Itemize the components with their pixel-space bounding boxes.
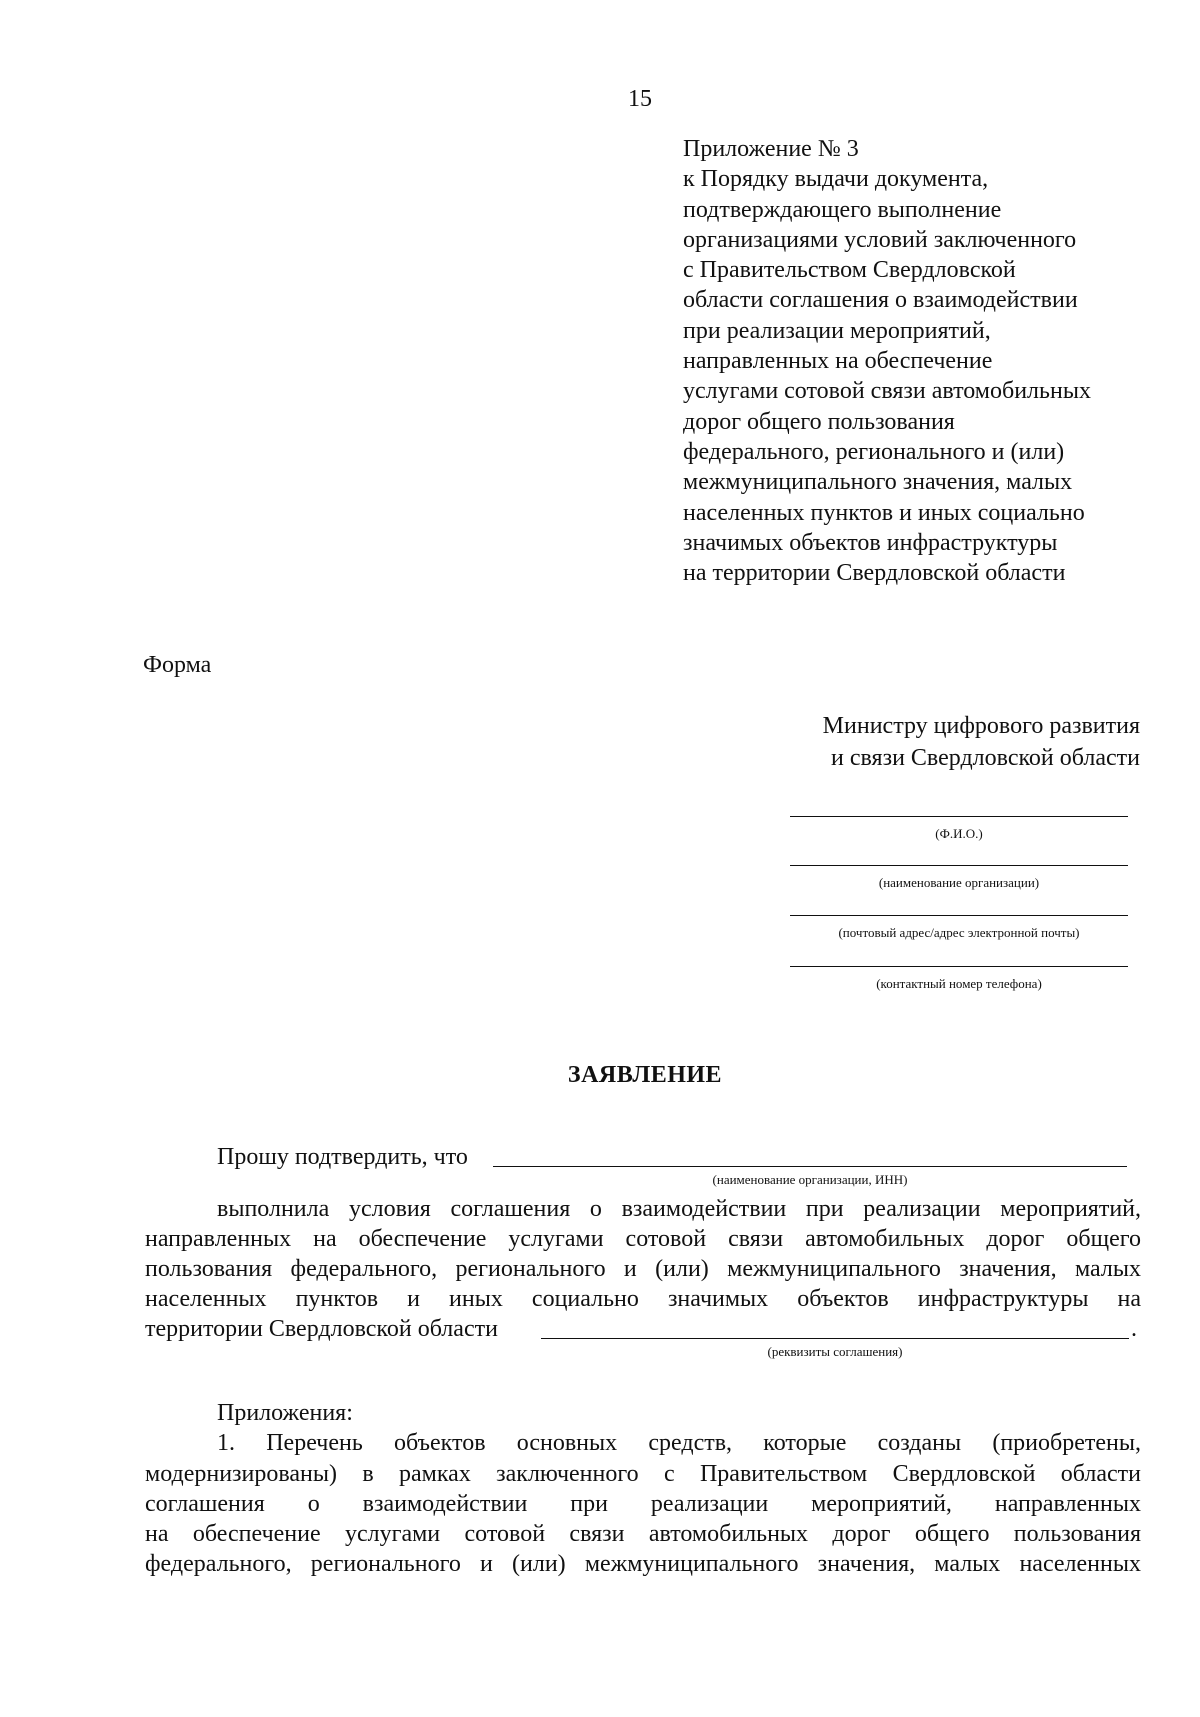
request-lead: Прошу подтвердить, что	[217, 1144, 468, 1170]
appendix-line: услугами сотовой связи автомобильных	[683, 378, 1091, 405]
attachment-line: модернизированы) в рамках заключенного с Правительством Свердловской области	[145, 1461, 1141, 1487]
address-caption: (почтовый адрес/адрес электронной почты)	[838, 925, 1080, 940]
appendix-line: Приложение № 3	[683, 136, 859, 162]
attachment-line: соглашения о взаимодействии при реализации мероприятий, направленных	[145, 1491, 1141, 1517]
fio-line[interactable]	[790, 816, 1128, 817]
agreement-caption: (реквизиты соглашения)	[767, 1344, 903, 1359]
org-name-line[interactable]	[790, 865, 1128, 866]
form-label: Форма	[143, 652, 212, 678]
request-last-line: территории Свердловской области	[145, 1316, 498, 1342]
phone-caption: (контактный номер телефона)	[876, 976, 1042, 991]
phone-line[interactable]	[790, 966, 1128, 967]
address-line[interactable]	[790, 915, 1128, 916]
appendix-line: значимых объектов инфраструктуры	[683, 529, 1058, 556]
appendix-line: организациями условий заключенного	[683, 226, 1077, 253]
appendix-line: при реализации мероприятий,	[683, 317, 991, 344]
request-end-mark: .	[1131, 1316, 1137, 1342]
addressee-line-2: и связи Свердловской области	[831, 745, 1140, 771]
appendix-line: населенных пунктов и иных социально	[683, 499, 1085, 526]
request-line: выполнила условия соглашения о взаимодействии при реализации мероприятий,	[217, 1196, 1141, 1222]
addressee-block	[780, 710, 1140, 774]
appendix-line: межмуниципального значения, малых	[683, 469, 1073, 496]
appendix-header	[683, 134, 1163, 588]
org-inn-line[interactable]	[493, 1166, 1127, 1167]
appendix-line: к Порядку выдачи документа,	[683, 166, 989, 193]
fio-caption: (Ф.И.О.)	[935, 826, 983, 841]
document-title: ЗАЯВЛЕНИЕ	[567, 1062, 723, 1088]
appendix-line: дорог общего пользования	[683, 408, 955, 435]
addressee-line-1: Министру цифрового развития	[822, 713, 1140, 739]
appendix-line: на территории Свердловской области	[683, 560, 1066, 587]
agreement-line[interactable]	[541, 1338, 1129, 1339]
attachment-line: на обеспечение услугами сотовой связи автомобильных дорог общего пользования	[145, 1521, 1141, 1547]
org-inn-caption: (наименование организации, ИНН)	[712, 1172, 908, 1187]
org-name-caption: (наименование организации)	[878, 875, 1040, 890]
attachment-line: федерального, регионального и (или) межмуниципального значения, малых населенных	[145, 1551, 1141, 1577]
appendix-line: области соглашения о взаимодействии	[683, 287, 1078, 314]
appendix-line: федерального, регионального и (или)	[683, 438, 1065, 465]
appendix-line: подтверждающего выполнение	[683, 196, 1002, 223]
request-line: населенных пунктов и иных социально значимых объектов инфраструктуры на	[145, 1286, 1141, 1312]
attachments-heading: Приложения:	[217, 1400, 353, 1426]
attachment-line: 1. Перечень объектов основных средств, которые созданы (приобретены,	[217, 1430, 1141, 1456]
appendix-line: с Правительством Свердловской	[683, 257, 1016, 284]
request-line: пользования федерального, регионального и (или) межмуниципального значения, малых	[145, 1256, 1141, 1282]
page-number: 15	[628, 86, 652, 112]
appendix-line: направленных на обеспечение	[683, 348, 993, 375]
request-line: направленных на обеспечение услугами сотовой связи автомобильных дорог общего	[145, 1226, 1141, 1252]
